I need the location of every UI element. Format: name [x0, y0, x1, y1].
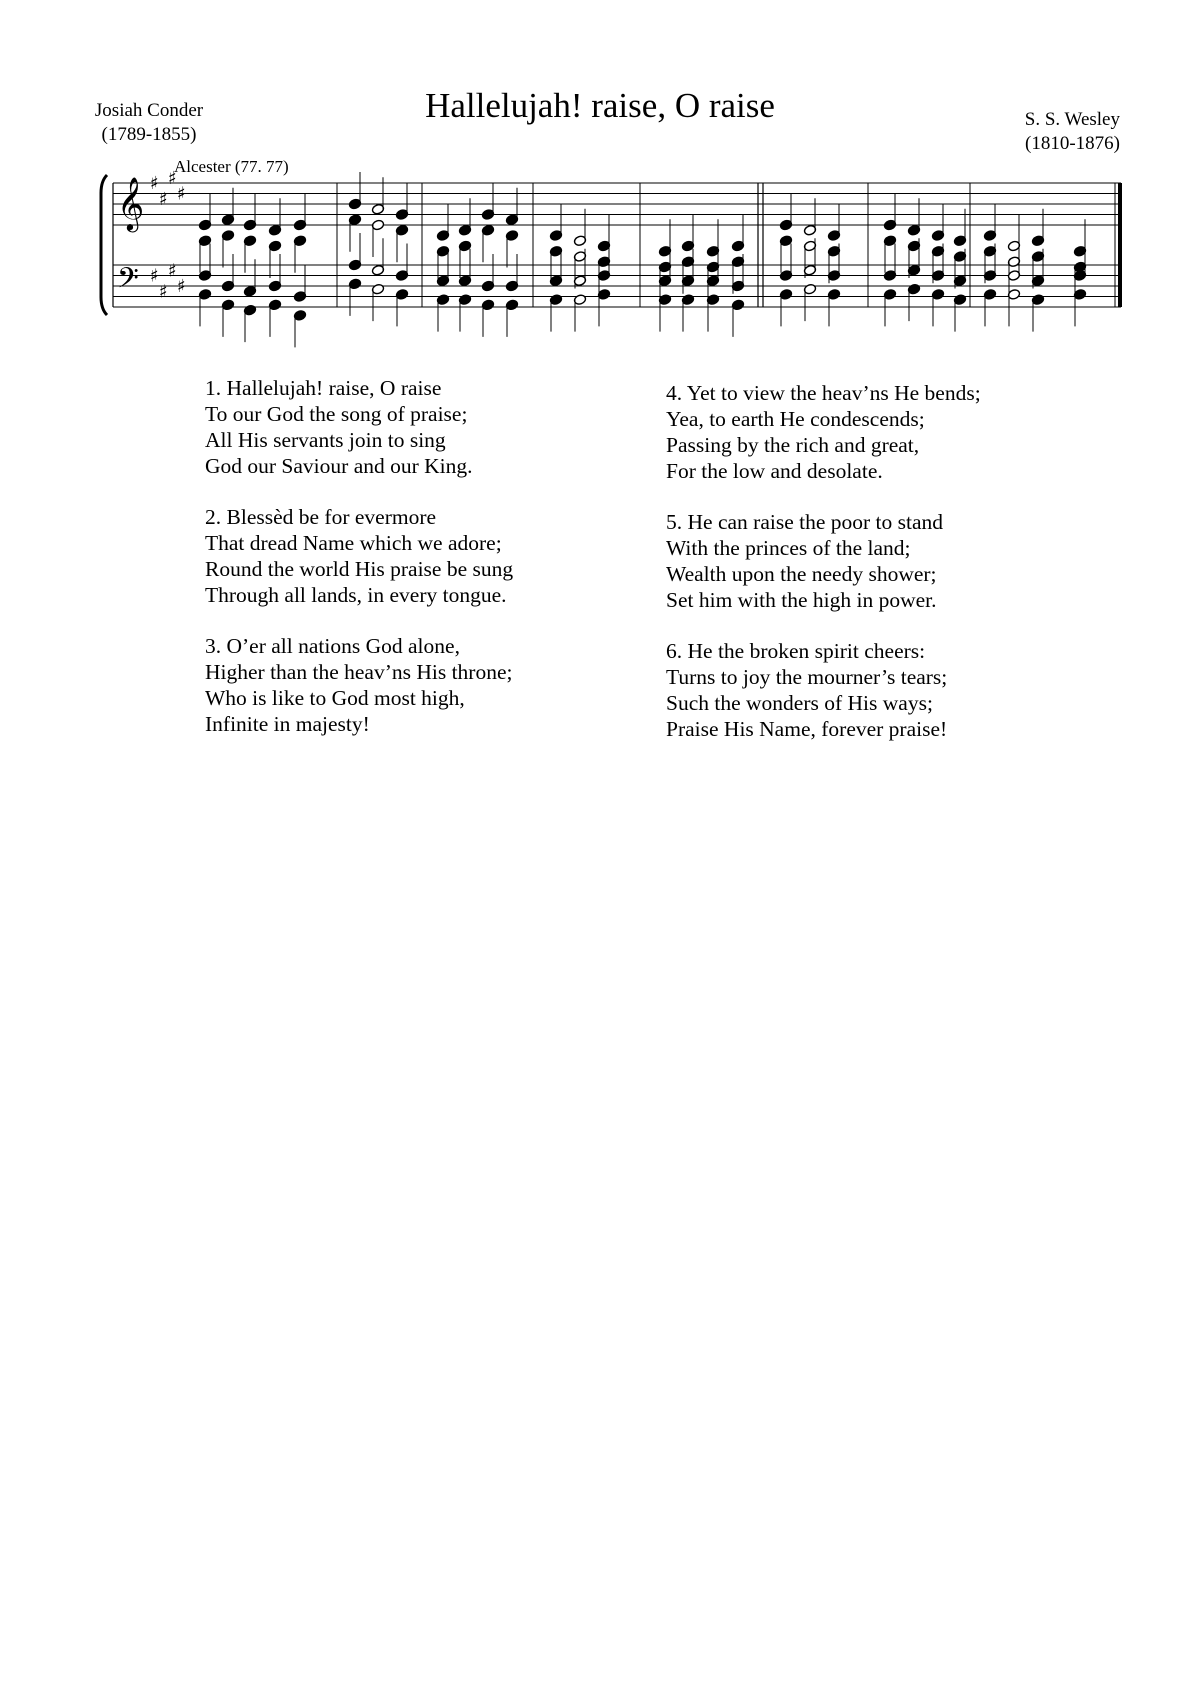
verse-line: Through all lands, in every tongue.	[205, 583, 507, 607]
music-score	[0, 0, 1200, 380]
verse-line: All His servants join to sing	[205, 428, 446, 452]
author-name: Josiah Conder	[94, 100, 204, 121]
verse-4	[666, 380, 981, 484]
verse-3	[205, 633, 513, 737]
verse-line: For the low and desolate.	[666, 459, 883, 483]
hymn-title: Hallelujah! raise, O raise	[425, 86, 775, 125]
notes-layer	[198, 172, 1086, 347]
verse-line: With the princes of the land;	[666, 536, 911, 560]
verse-line: 1. Hallelujah! raise, O raise	[205, 376, 442, 400]
verse-1	[205, 375, 473, 479]
verse-line: Round the world His praise be sung	[205, 557, 514, 581]
sharp-icon: ♯	[168, 260, 177, 282]
verse-line: Turns to joy the mourner’s tears;	[666, 665, 948, 689]
composer-dates: (1810-1876)	[1025, 133, 1120, 154]
verse-line: 3. O’er all nations God alone,	[205, 634, 460, 658]
verse-2	[205, 504, 513, 608]
verse-line: Wealth upon the needy shower;	[666, 562, 937, 586]
verse-line: Yea, to earth He condescends;	[666, 407, 925, 431]
verse-line: Set him with the high in power.	[666, 588, 937, 612]
verse-line: 4. Yet to view the heav’ns He bends;	[666, 381, 981, 405]
verse-line: Such the wonders of His ways;	[666, 691, 933, 715]
verse-line: 2. Blessèd be for evermore	[205, 505, 437, 529]
treble-clef-icon: 𝄞	[117, 176, 145, 230]
verse-line: 5. He can raise the poor to stand	[666, 510, 944, 534]
bracket	[101, 175, 107, 315]
verse-line: 6. He the broken spirit cheers:	[666, 639, 926, 663]
verse-line: That dread Name which we adore;	[205, 531, 502, 555]
verse-line: Who is like to God most high,	[205, 686, 465, 710]
bass-clef-icon: 𝄢	[117, 262, 139, 302]
sharp-icon: ♯	[150, 265, 159, 287]
verse-line: Infinite in majesty!	[205, 712, 370, 736]
composer-name: S. S. Wesley	[1024, 109, 1120, 130]
verse-line: To our God the song of praise;	[205, 402, 468, 426]
verse-line: God our Saviour and our King.	[205, 454, 473, 478]
verse-5	[666, 509, 943, 613]
sharp-icon: ♯	[177, 276, 186, 297]
sharp-icon: ♯	[159, 188, 168, 210]
author-dates: (1789-1855)	[101, 124, 197, 145]
sharp-icon: ♯	[150, 173, 159, 194]
sharp-icon: ♯	[177, 183, 186, 205]
verse-6	[666, 638, 947, 742]
tune-name: Alcester (77. 77)	[174, 157, 289, 176]
verse-line: Passing by the rich and great,	[666, 433, 920, 457]
verse-line: Higher than the heav’ns His throne;	[205, 660, 513, 684]
sharp-icon: ♯	[159, 281, 168, 303]
sharp-icon: ♯	[168, 167, 177, 189]
verse-line: Praise His Name, forever praise!	[666, 717, 948, 741]
